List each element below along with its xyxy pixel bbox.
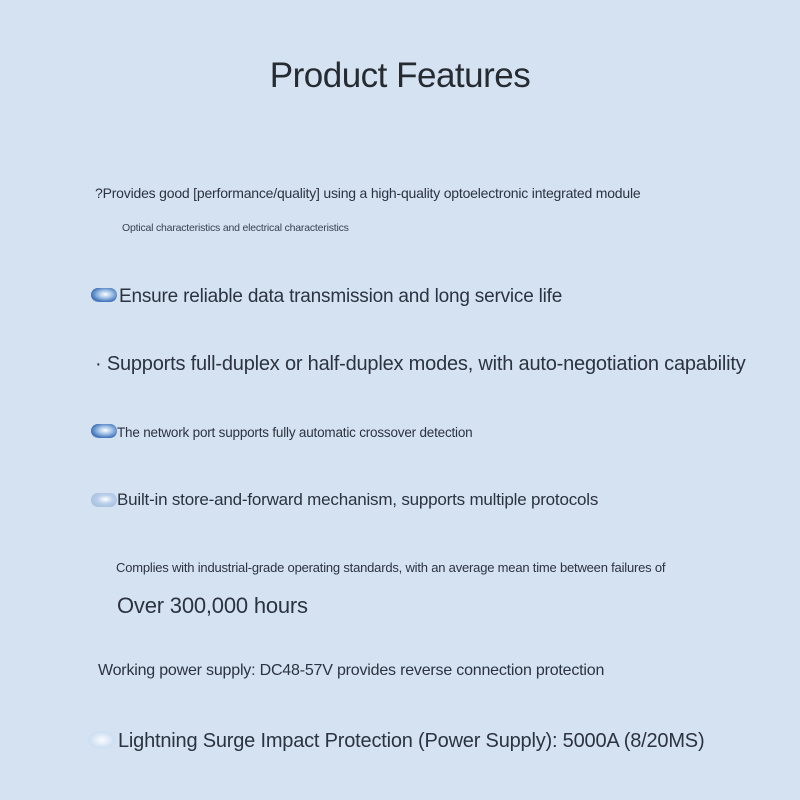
glow-icon [88, 731, 116, 749]
feature-line-1-subtext: Optical characteristics and electrical characteristics [122, 222, 349, 234]
blue-pill-icon [91, 493, 117, 507]
feature-line-4: The network port supports fully automatic crossover detection [117, 425, 473, 440]
feature-line-6: Complies with industrial-grade operating standards, with an average mean time between failures of [116, 560, 666, 575]
feature-line-7: Working power supply: DC48-57V provides reverse connection protection [98, 662, 605, 679]
feature-line-5: Built-in store-and-forward mechanism, supports multiple protocols [117, 490, 599, 509]
feature-line-2: Ensure reliable data transmission and long service life [119, 286, 563, 307]
feature-line-6-value: Over 300,000 hours [117, 593, 308, 618]
feature-line-8: Lightning Surge Impact Protection (Power Supply): 5000A (8/20MS) [118, 730, 705, 752]
feature-line-1: ?Provides good [performance/quality] using a high-quality optoelectronic integrated module [95, 185, 641, 201]
feature-line-3: · Supports full-duplex or half-duplex modes, with auto-negotiation capability [95, 353, 746, 375]
page-title: Product Features [269, 56, 531, 95]
blue-pill-icon [91, 424, 117, 438]
blue-pill-icon [91, 288, 117, 302]
